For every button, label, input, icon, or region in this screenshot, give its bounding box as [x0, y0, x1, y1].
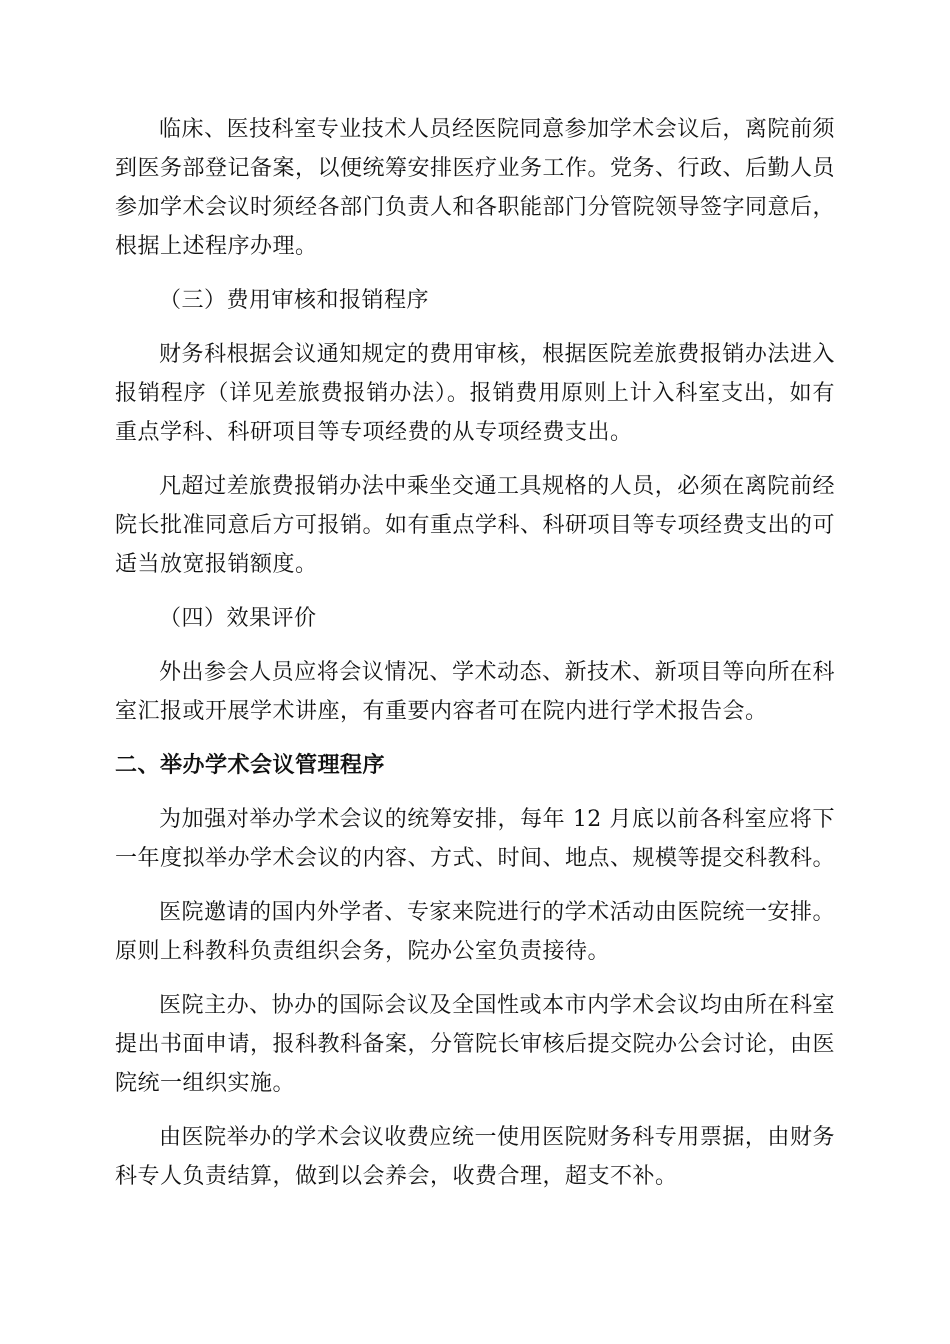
- paragraph-annual-plan: 为加强对举办学术会议的统筹安排，每年 12 月底以前各科室应将下一年度拟举办学术会议的内容、方式、时间、地点、规模等提交科教科。: [115, 807, 836, 871]
- document-body: [115, 110, 835, 1211]
- section-heading-evaluation: （四）效果评价: [159, 606, 317, 631]
- paragraph-finance-review: 财务科根据会议通知规定的费用审核，根据医院差旅费报销办法进入报销程序（详见差旅费报销办法）。报销费用原则上计入科室支出，如有重点学科、科研项目等专项经费的从专项经费支出。: [115, 342, 835, 445]
- paragraph-fees: 由医院举办的学术会议收费应统一使用医院财务科专用票据，由财务科专人负责结算，做到以会养会，收费合理，超支不补。: [115, 1125, 835, 1189]
- section-heading-expense-review: （三）费用审核和报销程序: [159, 288, 430, 313]
- paragraph-transport-exceed: 凡超过差旅费报销办法中乘坐交通工具规格的人员，必须在离院前经院长批准同意后方可报销。如有重点学科、科研项目等专项经费支出的可适当放宽报销额度。: [115, 474, 836, 577]
- section-heading-hosting-meetings: 二、举办学术会议管理程序: [115, 753, 386, 778]
- paragraph-reporting: 外出参会人员应将会议情况、学术动态、新技术、新项目等向所在科室汇报或开展学术讲座，有重要内容者可在院内进行学术报告会。: [115, 660, 835, 724]
- paragraph-registration: 临床、医技科室专业技术人员经医院同意参加学术会议后，离院前须到医务部登记备案，以便统筹安排医疗业务工作。党务、行政、后勤人员参加学术会议时须经各部门负责人和各职能部门分管院领导签字同意后，根据上述程序办理。: [115, 117, 836, 259]
- paragraph-hosted-conferences: 医院主办、协办的国际会议及全国性或本市内学术会议均由所在科室提出书面申请，报科教科备案，分管院长审核后提交院办公会讨论，由医院统一组织实施。: [115, 993, 836, 1096]
- paragraph-invited-experts: 医院邀请的国内外学者、专家来院进行的学术活动由医院统一安排。原则上科教科负责组织会务，院办公室负责接待。: [115, 900, 835, 964]
